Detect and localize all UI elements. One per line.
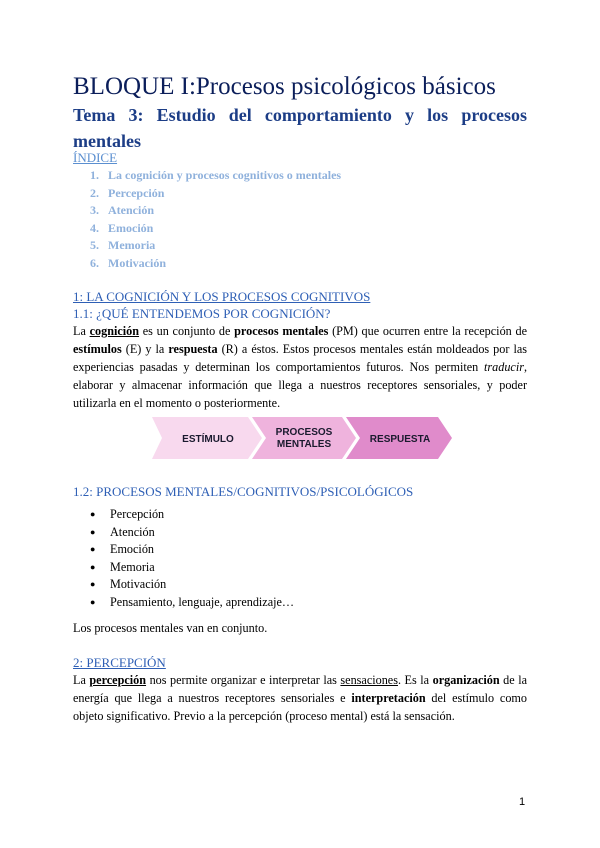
bullet-icon: ● (90, 526, 96, 537)
perception-paragraph: La percepción nos permite organizar e interpretar las sensaciones. Es la organización de la energía que llega a nuestros receptores sensoriales e interpretación del estímulo como objeto significativo. Previo a la percepción (proceso mental) está la sensación. (73, 673, 527, 723)
index-list (90, 167, 341, 272)
bullet-icon: ● (90, 509, 96, 519)
index-item[interactable]: 6. Motivación (90, 255, 166, 270)
bullet-icon: ● (90, 579, 96, 589)
list-item: ● Motivación (90, 576, 294, 594)
process-flow-diagram (152, 417, 452, 459)
index-item[interactable]: 1. La cognición y procesos cognitivos o mentales (90, 168, 342, 182)
cognition-paragraph: La cognición es un conjunto de procesos mentales (PM) que ocurren entre la recepción de estímulos (E) y la respuesta (R) a éstos. Estos procesos mentales están moldeados por las experiencias pasadas y determinan los comportamientos futuros. Nos permiten traducir, elaborar y almacenar información que llega a nuestros receptores sensoriales, y poder utilizarla en el momento o posteriormente. (73, 324, 528, 410)
index-item[interactable]: 3. Atención (90, 203, 154, 217)
list-item: ● Atención (90, 524, 294, 542)
index-heading[interactable]: ÍNDICE (73, 150, 118, 165)
list-item: ● Emoción (90, 541, 294, 559)
mental-processes-list (90, 506, 294, 611)
block-title: BLOQUE I:Procesos psicológicos básicos (73, 73, 496, 100)
section12-heading: 1.2: PROCESOS MENTALES/COGNITIVOS/PSICOLÓGICOS (73, 484, 414, 499)
bullet-icon: ● (90, 544, 96, 554)
section1-subheading: 1.1: ¿QUÉ ENTENDEMOS POR COGNICIÓN? (73, 306, 331, 321)
flow-step-mental-processes (252, 417, 356, 459)
list-item: ● Memoria (90, 559, 294, 577)
index-item[interactable]: 2. Percepción (90, 185, 165, 200)
flow-step-response-label: RESPUESTA (369, 434, 431, 445)
bullet-icon: ● (90, 596, 96, 607)
flow-step-mental-label-1: PROCESOS (275, 427, 333, 438)
index-item[interactable]: 4. Emoción (90, 220, 154, 235)
page-number: 1 (519, 796, 526, 808)
section1-heading: 1: LA COGNICIÓN Y LOS PROCESOS COGNITIVOS (73, 289, 371, 304)
list-item: ● Percepción (90, 506, 294, 524)
bullet-icon: ● (90, 561, 96, 572)
topic-title-line1: Tema 3: Estudio del comportamiento y los procesos (73, 105, 527, 125)
topic-title-line2: mentales (73, 131, 141, 151)
list-item: ● Pensamiento, lenguaje, aprendizaje… (90, 594, 294, 612)
flow-step-mental-label-2: MENTALES (276, 439, 332, 450)
flow-step-stimulus-label: ESTÍMULO (182, 434, 234, 445)
section2-heading: 2: PERCEPCIÓN (73, 655, 166, 670)
index-item[interactable]: 5. Memoria (90, 238, 156, 252)
processes-note: Los procesos mentales van en conjunto. (73, 621, 268, 635)
